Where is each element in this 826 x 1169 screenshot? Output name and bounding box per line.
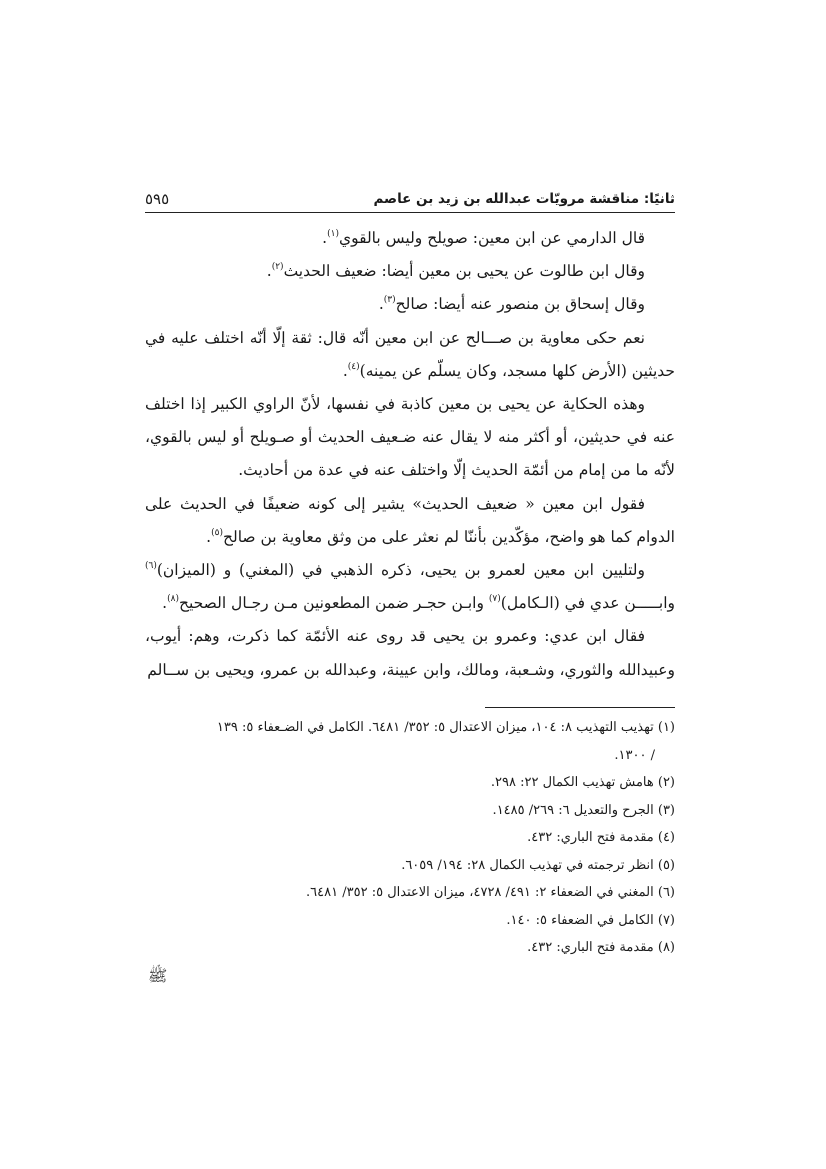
footnote-ref-4: (٤) xyxy=(347,361,360,372)
footnotes xyxy=(145,714,675,962)
paragraph-3: وقال إسحاق بن منصور عنه أيضا: صالح$^{(٣)}$. xyxy=(378,295,645,314)
footnote-ref-3: (٣) xyxy=(383,295,396,306)
main-text xyxy=(145,222,675,687)
footnote-7: (٧) الكامل في الضعفاء ٥: ١٤٠. xyxy=(506,912,675,928)
footnote-2: (٢) هامش تهذيب الكمال ٢٢: ٢٩٨. xyxy=(490,775,675,790)
page-number: ٥٩٥ xyxy=(145,190,170,208)
footnote-ref-1: (١) xyxy=(327,229,339,239)
footnote-ref-6: (٦) xyxy=(145,561,157,572)
footnote-separator xyxy=(485,707,675,708)
footnote-1-continued: / ١٣٠٠. xyxy=(614,747,655,763)
paragraph-1: قال الدارمي عن ابن معين: صويلح وليس بالقوي$^{(١)}$. xyxy=(322,229,645,247)
running-title: ثانيًا: مناقشة مرويّات عبدالله بن زيد بن عاصم xyxy=(373,191,675,207)
page-end-ornament-icon: ﷺ xyxy=(148,966,168,985)
paragraph-4: نعم حكى معاوية بن صـــالح عن ابن معين أنّه قال: ثقة إلّا أنّه اختلف عليه في حديثين (الأرض كلها مسجد، وكان يسلّم عن يمينه)$^{(٤)}$. xyxy=(145,328,675,380)
paragraph-2: وقال ابن طالوت عن يحيى بن معين أيضا: ضعيف الحديث$^{(٢)}$. xyxy=(266,262,645,281)
paragraph-6: فقول ابن معين « ضعيف الحديث» يشير إلى كونه ضعيفًا في الحديث على الدوام كما هو واضح، مؤكّدين بأننّا لم نعثر على من وثق معاوية بن صالح$^{(٥)}$. xyxy=(145,494,675,546)
footnote-5: (٥) انظر ترجمته في تهذيب الكمال ٢٨: ١٩٤/ ٦٠٥٩. xyxy=(401,857,675,873)
footnote-ref-2: (٢) xyxy=(271,262,284,273)
paragraph-5: وهذه الحكاية عن يحيى بن معين كاذبة في نفسها، لأنّ الراوي الكبير إذا اختلف عنه في حديثين، أو أكثر منه لا يقال عنه ضـعيف الحديث أو صـويلح أو ليس بالقوي، لأنّه ما من إمام من أئمّة الحديث إلّا واختلف عنه في عدة من أحاديث. xyxy=(145,395,675,480)
footnote-3: (٣) الجرح والتعديل ٦: ٢٦٩/ ١٤٨٥. xyxy=(492,802,675,818)
footnote-4: (٤) مقدمة فتح الباري: ٤٣٢. xyxy=(527,830,675,845)
footnote-1: (١) تهذيب التهذيب ٨: ١٠٤، ميزان الاعتدال ٥: ٣٥٢/ ٦٤٨١. الكامل في الضـعفاء ٥: ١٣٩ xyxy=(216,720,675,735)
footnote-8: (٨) مقدمة فتح الباري: ٤٣٢. xyxy=(527,940,675,955)
page-header xyxy=(145,188,675,213)
footnote-ref-7: (٧) xyxy=(488,594,501,605)
paragraph-7: ولتليين ابن معين لعمرو بن يحيى، ذكره الذهبي في (المغني) و (الميزان)$^{(٦)}$ وابـــــن عدي في (الـكامل)$^{(٧)}$ وابـن حجـر ضمن المطعونين مـن رجـال الصحيح$^{(٨)}$. xyxy=(145,561,675,613)
footnote-6: (٦) المغني في الضعفاء ٢: ٤٩١/ ٤٧٢٨، ميزان الاعتدال ٥: ٣٥٢/ ٦٤٨١. xyxy=(306,885,675,900)
footnote-ref-8: (٨) xyxy=(167,594,179,605)
footnote-ref-5: (٥) xyxy=(211,527,223,538)
paragraph-8: فقال ابن عدي: وعمرو بن يحيى قد روى عنه الأئمّة كما ذكرت، وهم: أيوب، وعبيدالله والثوري، وشـعبة، ومالك، وابن عيينة، وعبدالله بن عمرو، ويحيى بن ســالم xyxy=(145,627,675,679)
